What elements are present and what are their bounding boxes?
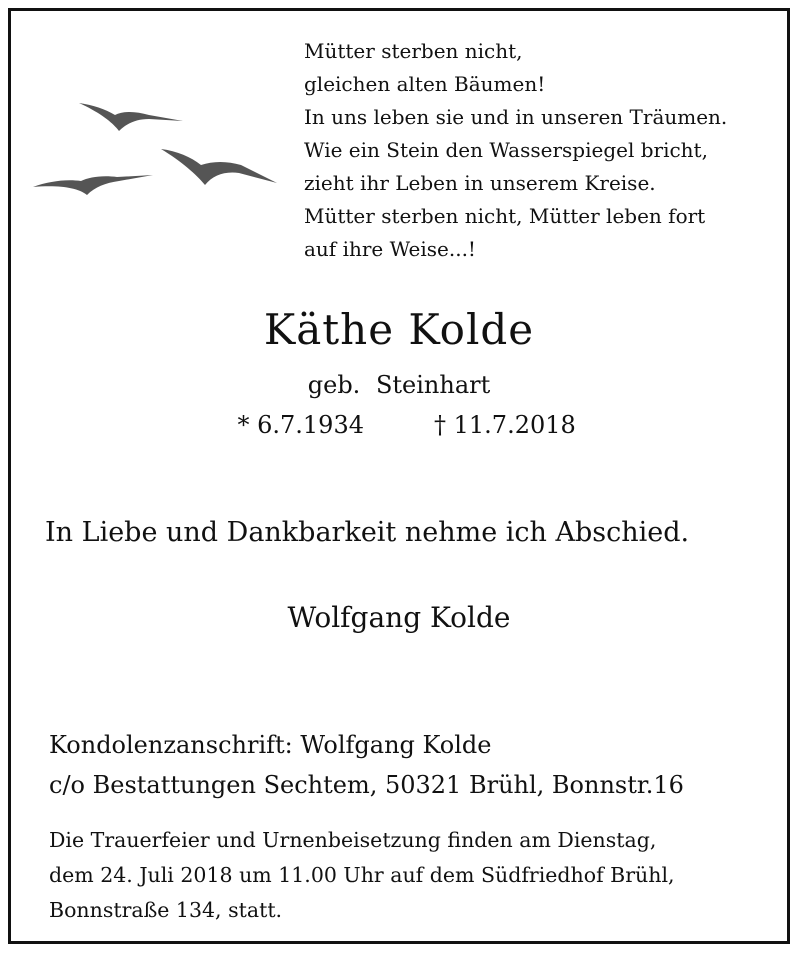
life-dates xyxy=(11,411,787,439)
poem-line: Mütter sterben nicht, Mütter leben fort xyxy=(304,204,706,228)
poem-line: Mütter sterben nicht, xyxy=(304,39,523,63)
poem-line: In uns leben sie und in unseren Träumen. xyxy=(304,105,728,129)
condolence-line: Kondolenzanschrift: Wolfgang Kolde xyxy=(49,731,492,759)
seagull-3 xyxy=(33,175,153,195)
poem-line: gleichen alten Bäumen! xyxy=(304,72,546,96)
seagull-2 xyxy=(161,149,277,185)
poem-line: zieht ihr Leben in unserem Kreise. xyxy=(304,171,656,195)
condolence-address xyxy=(49,725,684,805)
funeral-line: Die Trauerfeier und Urnenbeisetzung finden am Dienstag, xyxy=(49,828,657,852)
poem-line: auf ihre Weise...! xyxy=(304,237,476,261)
seagull-1 xyxy=(79,103,183,131)
deceased-name: Käthe Kolde xyxy=(263,305,535,354)
maiden-name: geb. Steinhart xyxy=(307,371,491,399)
death-date: † 11.7.2018 xyxy=(434,411,576,439)
condolence-line: c/o Bestattungen Sechtem, 50321 Brühl, Bonnstr.16 xyxy=(49,771,684,799)
farewell-text: In Liebe und Dankbarkeit nehme ich Abschied. xyxy=(45,517,690,548)
seagulls-icon xyxy=(31,101,281,211)
birth-date: * 6.7.1934 xyxy=(237,411,364,439)
signer-name: Wolfgang Kolde xyxy=(287,601,511,634)
obituary-notice xyxy=(8,8,790,944)
funeral-info xyxy=(49,823,675,928)
funeral-line: dem 24. Juli 2018 um 11.00 Uhr auf dem Südfriedhof Brühl, xyxy=(49,863,675,887)
poem xyxy=(304,35,727,266)
poem-line: Wie ein Stein den Wasserspiegel bricht, xyxy=(304,138,708,162)
funeral-line: Bonnstraße 134, statt. xyxy=(49,898,283,922)
